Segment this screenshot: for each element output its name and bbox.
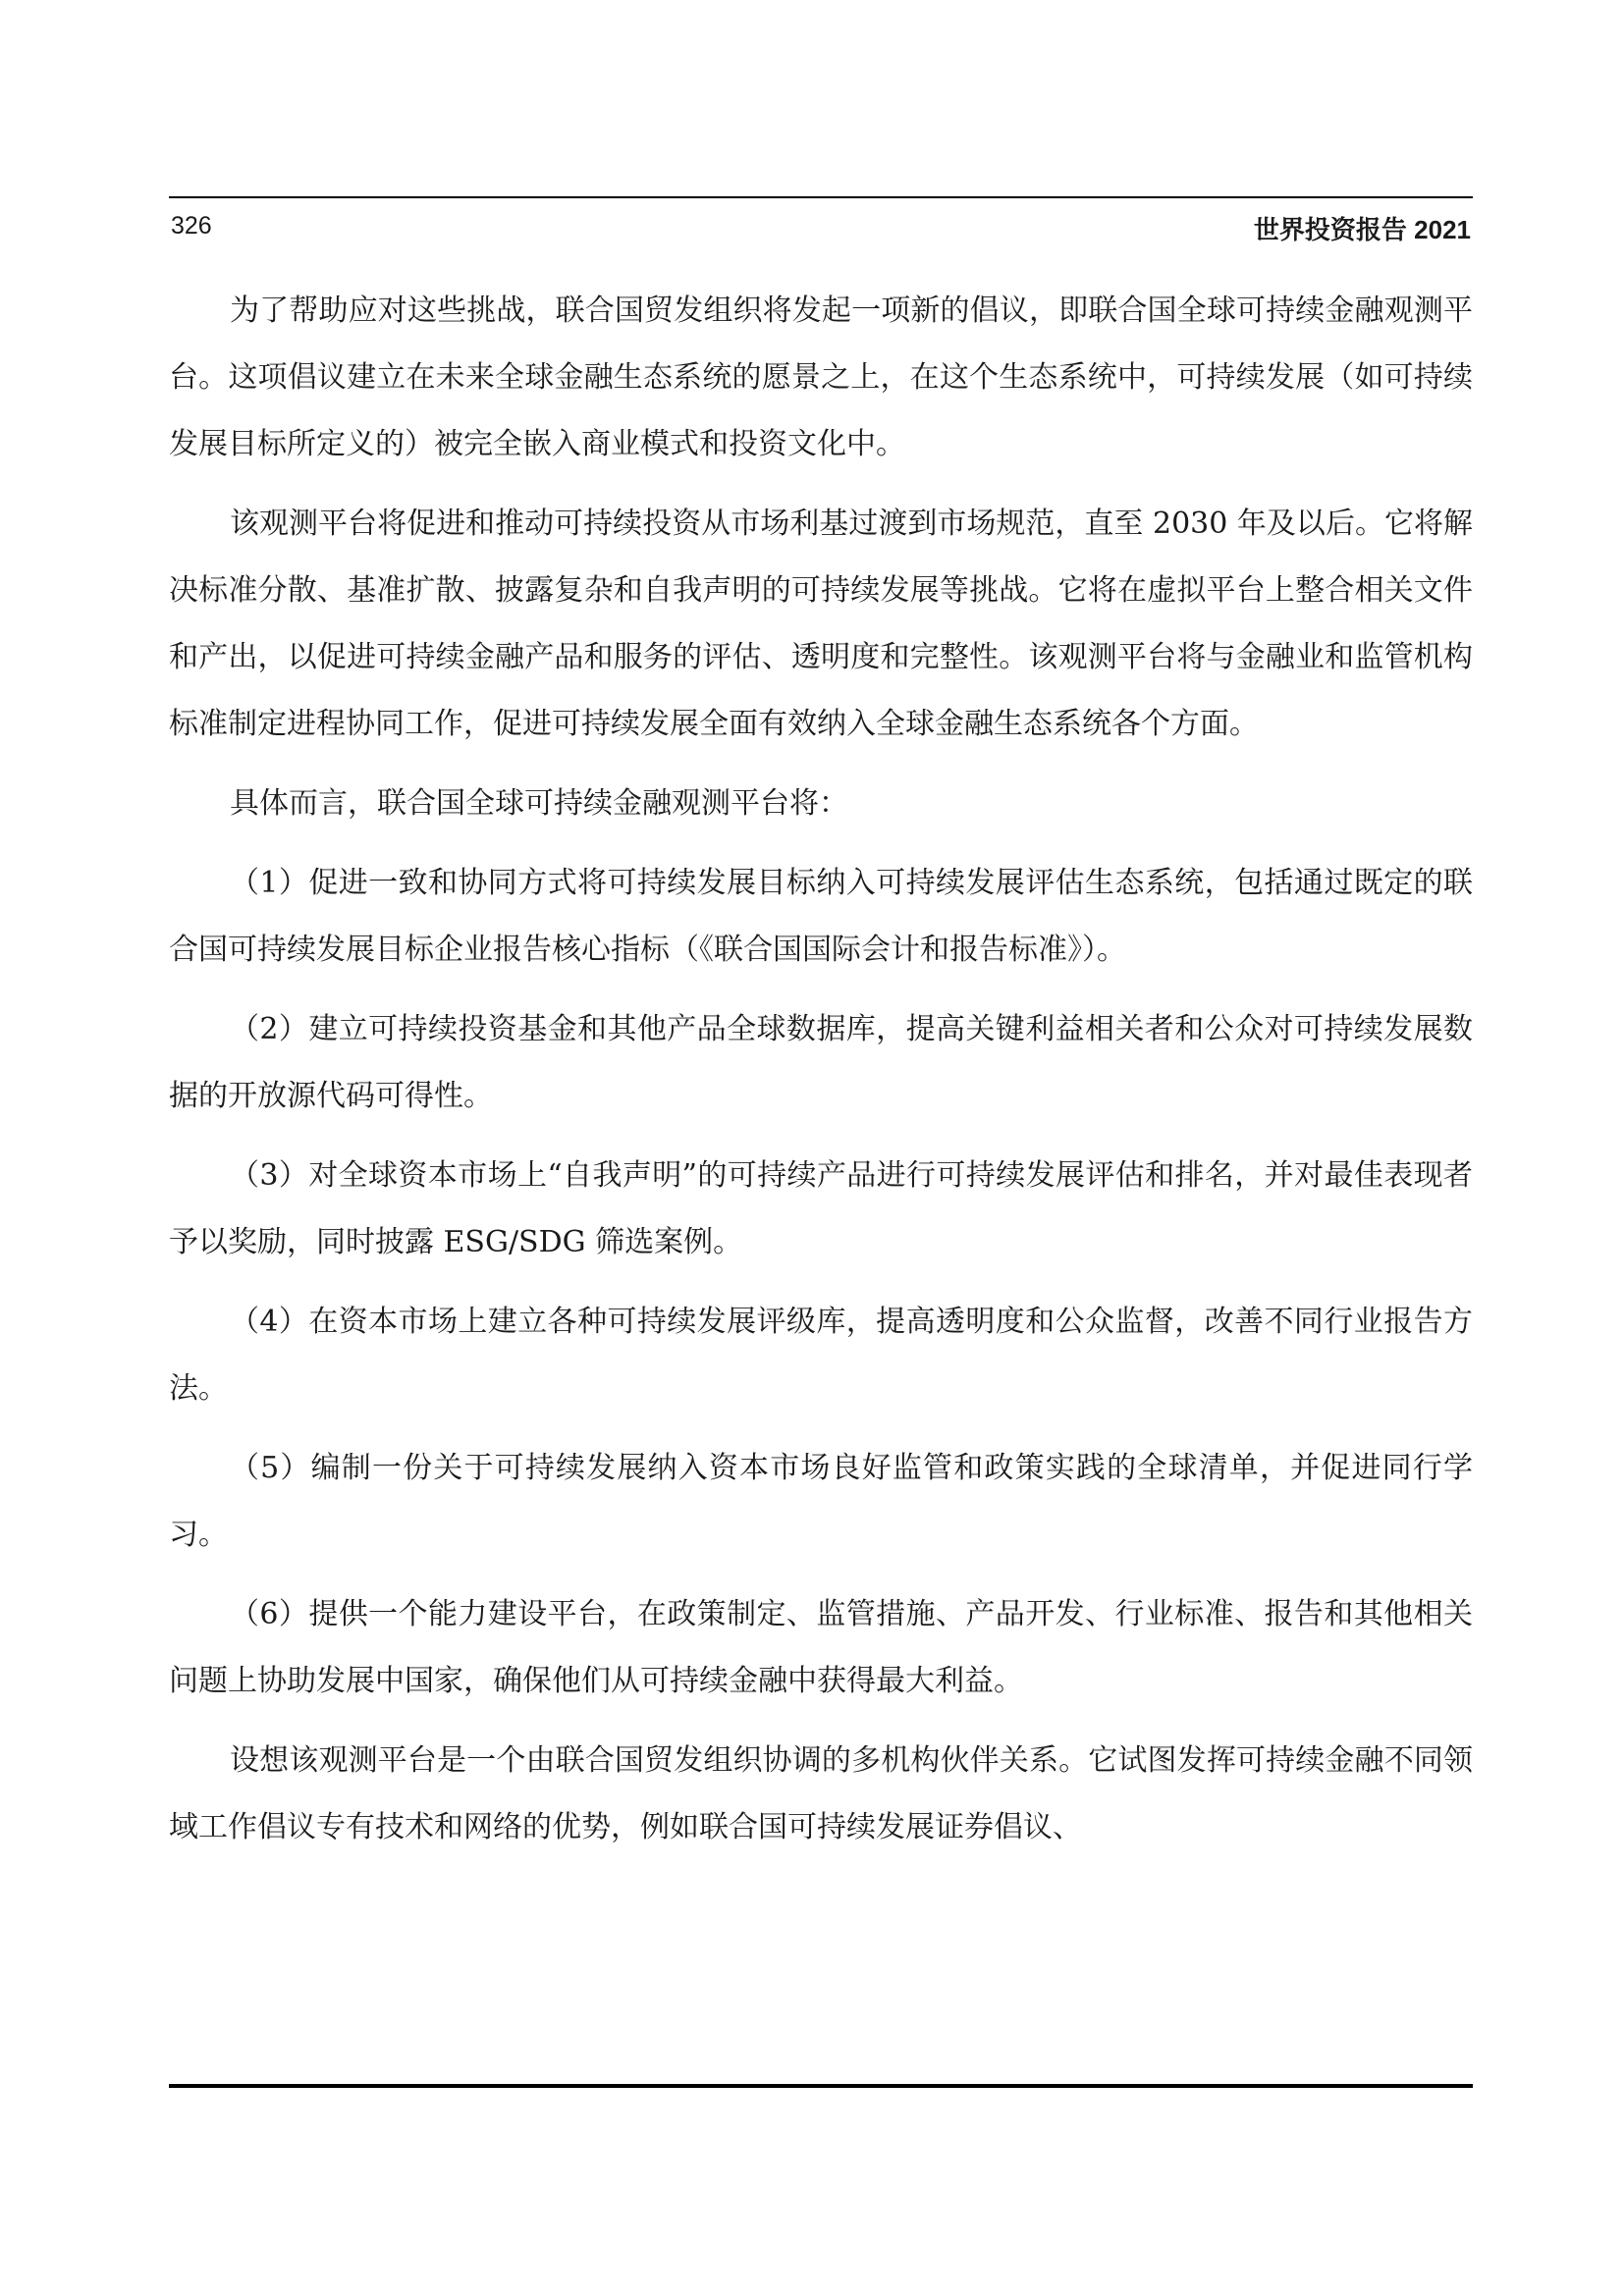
paragraph: 该观测平台将促进和推动可持续投资从市场利基过渡到市场规范，直至 2030 年及以后。它将解决标准分散、基准扩散、披露复杂和自我声明的可持续发展等挑战。它将在虚拟平台上整合相关文件和产出，以促进可持续金融产品和服务的评估、透明度和完整性。该观测平台将与金融业和监管机构标准制定进程协同工作，促进可持续发展全面有效纳入全球金融生态系统各个方面。	[169, 507, 1473, 741]
list-item: （1）促进一致和协同方式将可持续发展目标纳入可持续发展评估生态系统，包括通过既定的联合国可持续发展目标企业报告核心指标（《联合国国际会计和报告标准》）。	[169, 866, 1473, 967]
list-item: （4）在资本市场上建立各种可持续发展评级库，提高透明度和公众监督，改善不同行业报告方法。	[169, 1305, 1473, 1406]
paragraph: 为了帮助应对这些挑战，联合国贸发组织将发起一项新的倡议，即联合国全球可持续金融观测平台。这项倡议建立在未来全球金融生态系统的愿景之上，在这个生态系统中，可持续发展（如可持续发展目标所定义的）被完全嵌入商业模式和投资文化中。	[169, 294, 1473, 461]
list-item: （3）对全球资本市场上“自我声明”的可持续产品进行可持续发展评估和排名，并对最佳表现者予以奖励，同时披露 ESG/SDG 筛选案例。	[169, 1158, 1473, 1259]
paragraph: 具体而言，联合国全球可持续金融观测平台将：	[230, 786, 848, 821]
list-item: （5）编制一份关于可持续发展纳入资本市场良好监管和政策实践的全球清单，并促进同行学习。	[169, 1451, 1473, 1552]
body-text	[169, 278, 1473, 1874]
paragraph: 设想该观测平台是一个由联合国贸发组织协调的多机构伙伴关系。它试图发挥可持续金融不同领域工作倡议专有技术和网络的优势，例如联合国可持续发展证券倡议、	[169, 1743, 1473, 1844]
page-number: 326	[171, 212, 212, 240]
footer-rule	[169, 2084, 1473, 2088]
list-item: （2）建立可持续投资基金和其他产品全球数据库，提高关键利益相关者和公众对可持续发展数据的开放源代码可得性。	[169, 1012, 1473, 1113]
page-header	[169, 196, 1473, 247]
running-title: 世界投资报告 2021	[1253, 215, 1471, 244]
list-item: （6）提供一个能力建设平台，在政策制定、监管措施、产品开发、行业标准、报告和其他相关问题上协助发展中国家，确保他们从可持续金融中获得最大利益。	[169, 1597, 1473, 1698]
